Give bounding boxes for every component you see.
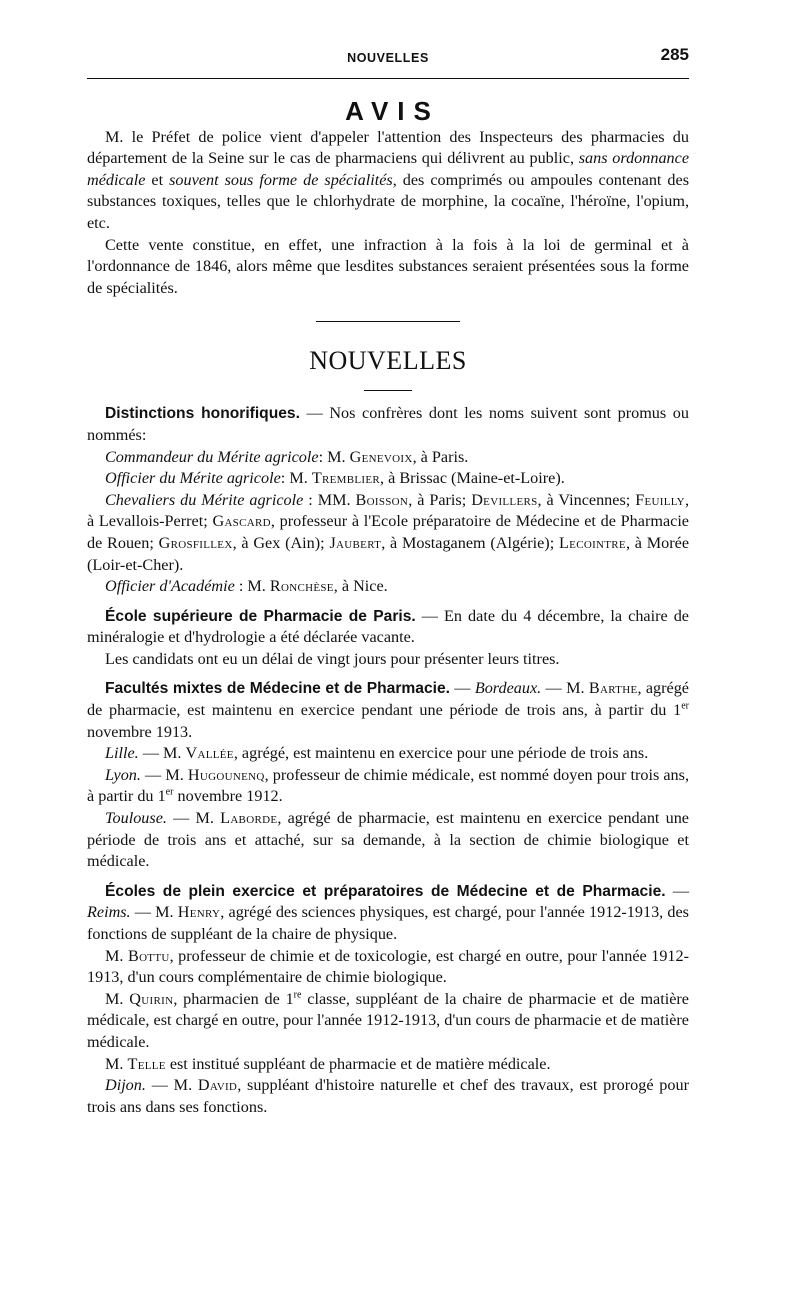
ecole-paris-paragraph: École supérieure de Pharmacie de Paris. — En date du 4 décembre, la chaire de minéralogie et d'hydrologie a été déclarée vacante.: [87, 606, 689, 647]
avis-paragraph-2: Cette vente constitue, en effet, une infraction à la fois à la loi de germinal et à l'ordonnance de 1846, alors même que lesdites substances seraient présentées sous la forme de spécialités.: [87, 235, 689, 297]
ecole-paris-paragraph-2: Les candidats ont eu un délai de vingt jours pour présenter leurs titres.: [105, 649, 560, 668]
distinctions-heading: Distinctions honorifiques.: [105, 405, 300, 423]
facultes-toulouse: Toulouse. — M. Laborde, agrégé de pharmacie, est maintenu en exercice pendant une période de trois ans et attaché, sur sa demande, à la section de chimie biologique et médicale.: [87, 809, 689, 871]
ecoles-bottu: M. Bottu, professeur de chimie et de toxicologie, est chargé en outre, pour l'année 1912-1913, d'un cours complémentaire de chimie biologique.: [87, 946, 689, 987]
ecoles-telle: M. Telle est institué suppléant de pharmacie et de matière médicale.: [105, 1054, 551, 1073]
facultes-bordeaux: Facultés mixtes de Médecine et de Pharmacie. — Bordeaux. — M. Barthe, agrégé de pharmacie, est maintenu en exercice pendant une période de trois ans, à partir du 1er novembre 1913.: [87, 679, 689, 741]
header-rule: [87, 78, 689, 79]
section-divider: [316, 321, 460, 322]
ecoles-quirin: M. Quirin, pharmacien de 1re classe, suppléant de la chaire de pharmacie et de matière médicale, est chargé en outre, pour l'année 1912-1913, d'un cours de pharmacie et de matière médicale.: [87, 989, 689, 1051]
commandeur-line: Commandeur du Mérite agricole: M. Genevoix, à Paris.: [105, 447, 469, 466]
avis-title: AVIS: [345, 96, 440, 126]
ecoles-plein-heading: Écoles de plein exercice et préparatoires de Médecine et de Pharmacie.: [105, 882, 666, 900]
avis-paragraph-1: M. le Préfet de police vient d'appeler l'attention des Inspecteurs des pharmacies du département de la Seine sur le cas de pharmaciens qui délivrent au public, sans ordonnance médicale et souvent sous forme de spécialités, des comprimés ou ampoules contenant des substances toxiques, telles que le chlorhydrate de morphine, la cocaïne, l'héroïne, l'opium, etc.: [87, 127, 690, 232]
officier-line: Officier du Mérite agricole: M. Tremblier, à Brissac (Maine-et-Loire).: [105, 469, 565, 488]
nouvelles-title: NOUVELLES: [309, 346, 467, 376]
distinctions-intro: Distinctions honorifiques. — Nos confrères dont les noms suivent sont promus ou nommés:: [87, 404, 689, 444]
page-number: 285: [660, 45, 689, 64]
ecoles-reims: Écoles de plein exercice et préparatoires de Médecine et de Pharmacie. — Reims. — M. Henry, agrégé des sciences physiques, est chargé, pour l'année 1912-1913, des fonctions de suppléant de la chaire de physique.: [87, 881, 689, 943]
facultes-heading: Facultés mixtes de Médecine et de Pharmacie.: [105, 680, 450, 698]
ecole-paris-heading: École supérieure de Pharmacie de Paris.: [105, 607, 416, 625]
ecoles-dijon: Dijon. — M. David, suppléant d'histoire naturelle et chef des travaux, est prorogé pour trois ans dans ses fonctions.: [87, 1076, 689, 1116]
academie-line: Officier d'Académie : M. Ronchèse, à Nice.: [105, 577, 388, 596]
running-head: [87, 44, 689, 74]
title-underline: [364, 390, 412, 391]
facultes-lyon: Lyon. — M. Hugounenq, professeur de chimie médicale, est nommé doyen pour trois ans, à partir du 1er novembre 1912.: [87, 765, 689, 806]
running-title: NOUVELLES: [347, 51, 429, 65]
chevaliers-paragraph: Chevaliers du Mérite agricole : MM. Boisson, à Paris; Devillers, à Vincennes; Feuilly, à Levallois-Perret; Gascard, professeur à l'Ecole préparatoire de Médecine et de Pharmacie de Rouen; Grosfillex, à Gex (Ain); Jaubert, à Mostaganem (Algérie); Lecointre, à Morée (Loir-et-Cher).: [87, 490, 689, 574]
facultes-lille: Lille. — M. Vallée, agrégé, est maintenu en exercice pour une période de trois ans.: [105, 744, 649, 763]
journal-page: [87, 44, 689, 1118]
